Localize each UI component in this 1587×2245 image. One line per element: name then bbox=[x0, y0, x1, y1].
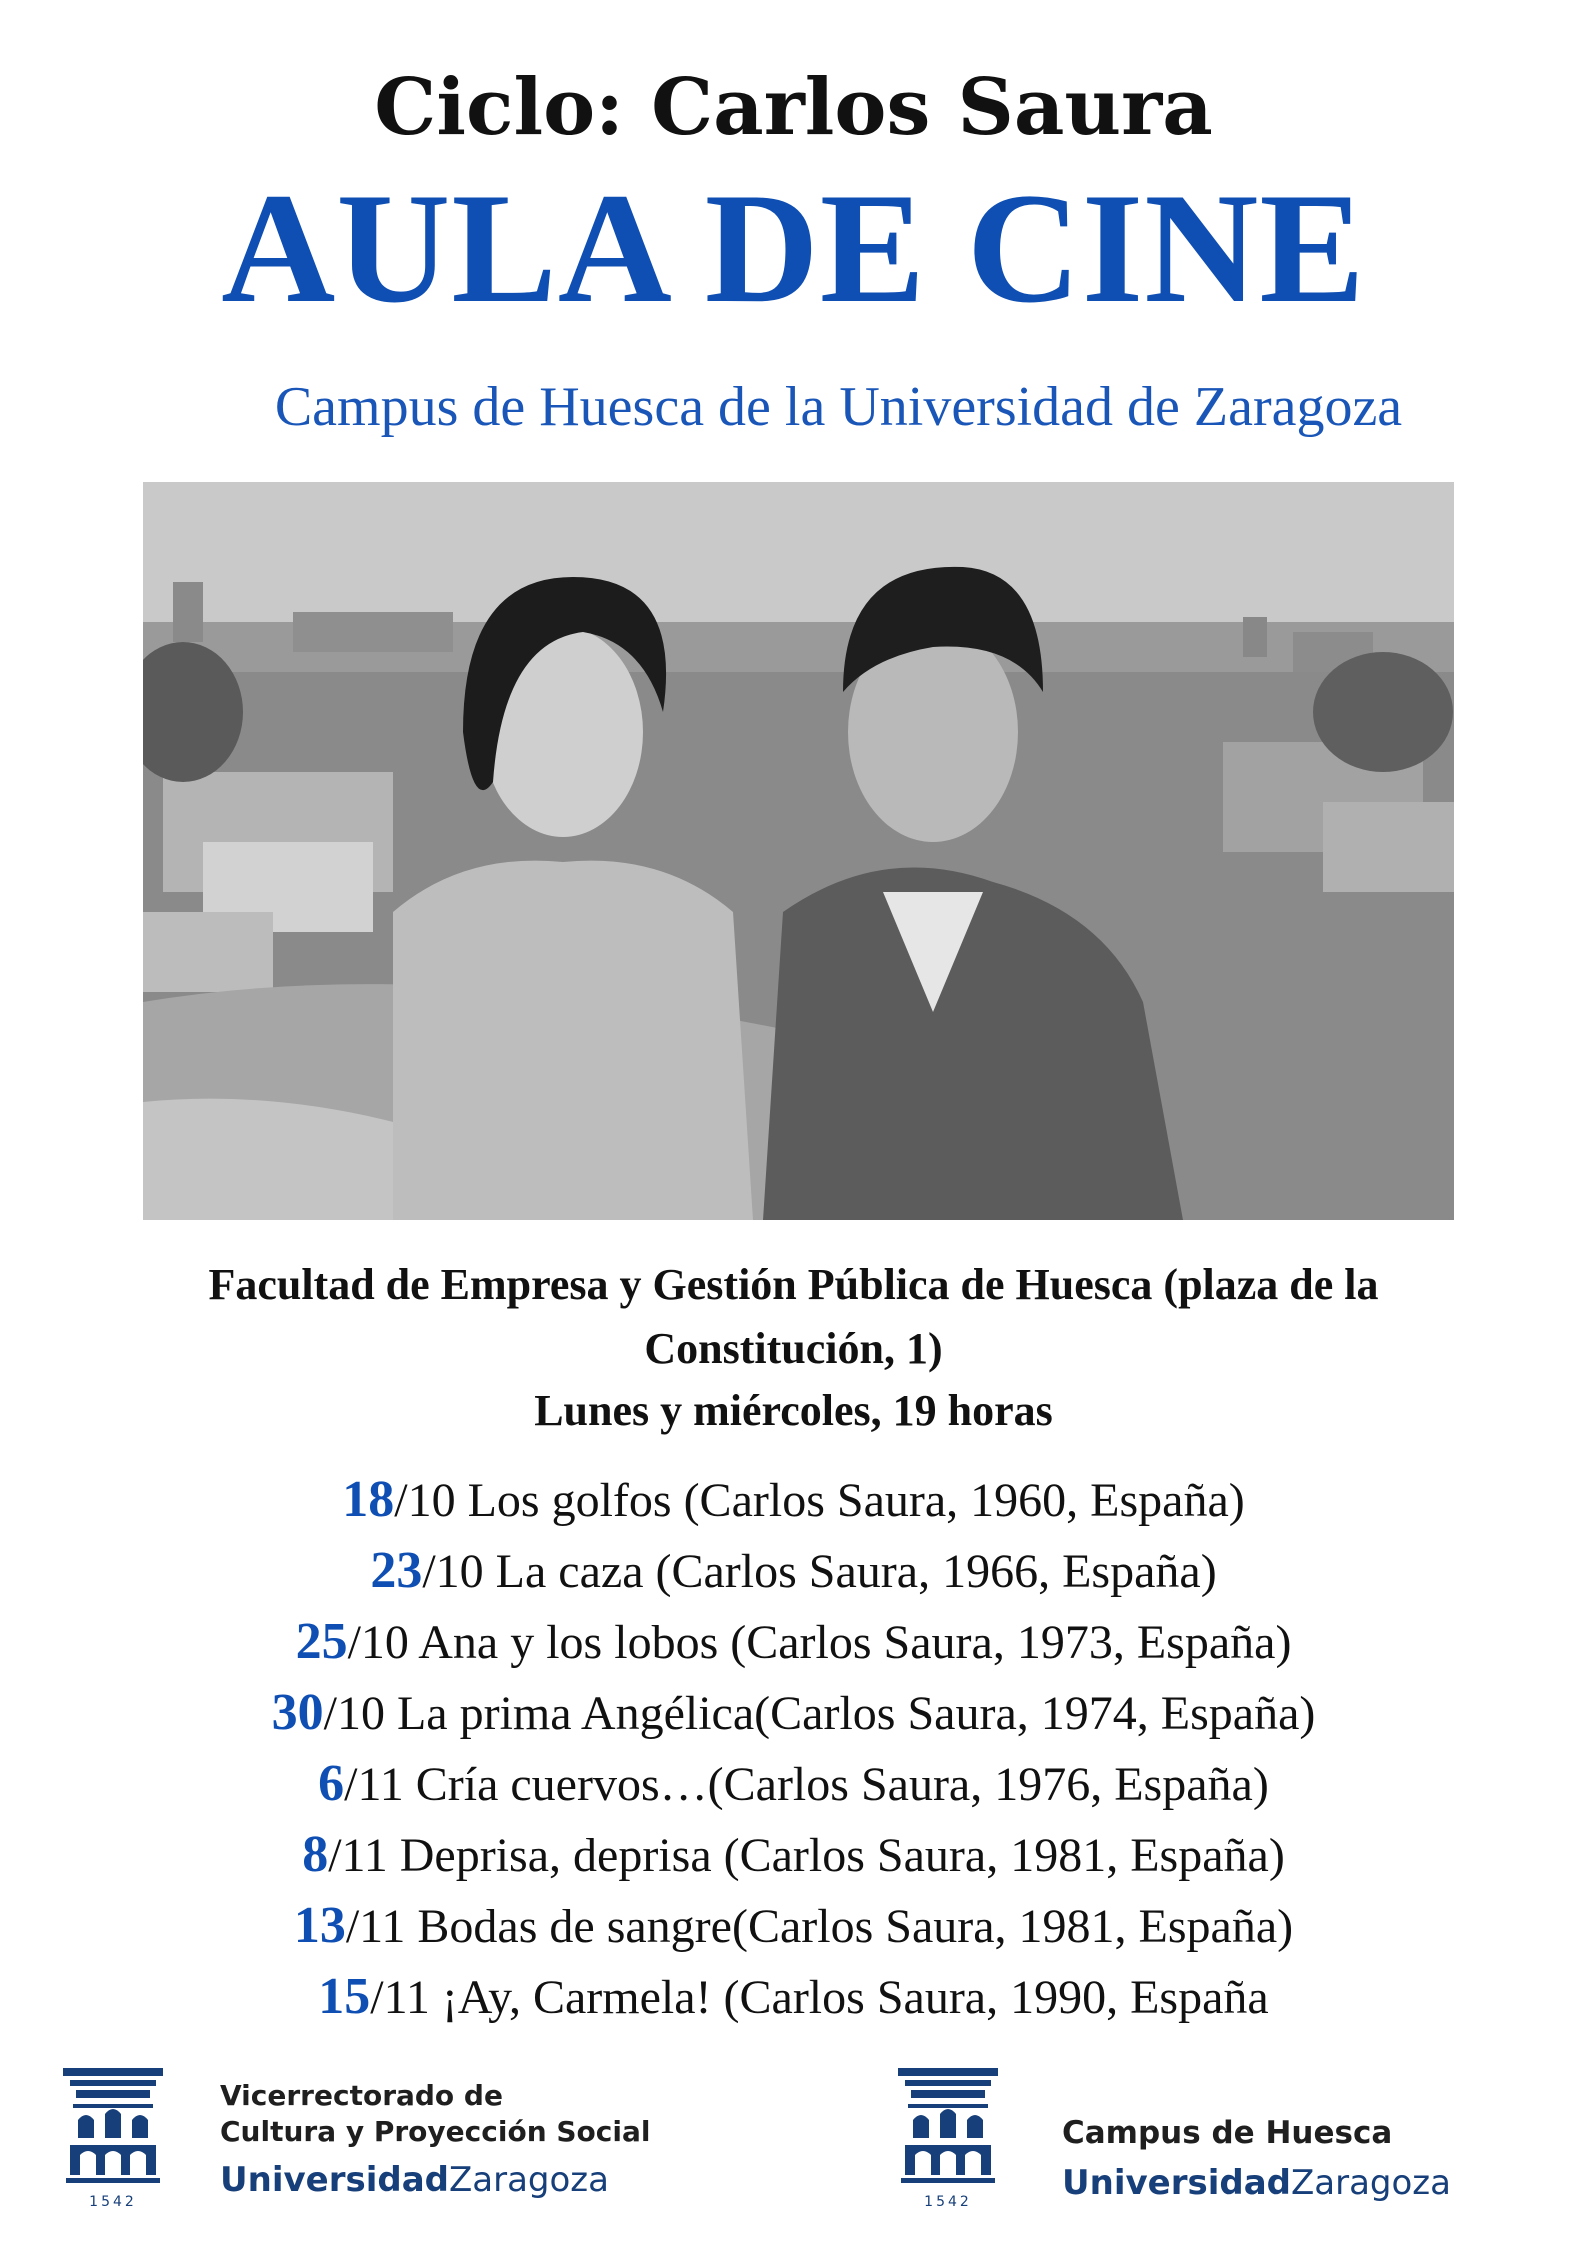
film-info: /10 Los golfos (Carlos Saura, 1960, España) bbox=[394, 1474, 1245, 1527]
film-day: 13 bbox=[293, 1897, 346, 1954]
film-day: 25 bbox=[295, 1613, 348, 1670]
film-info: /10 La prima Angélica(Carlos Saura, 1974, España) bbox=[323, 1687, 1316, 1740]
list-item bbox=[0, 1536, 1587, 1607]
cycle-title: Ciclo: Carlos Saura bbox=[374, 62, 1213, 153]
emblem-year: 1542 bbox=[924, 2194, 972, 2210]
film-day: 23 bbox=[370, 1542, 423, 1599]
film-day: 30 bbox=[271, 1684, 324, 1741]
venue-address bbox=[30, 1253, 1557, 1381]
university-emblem-icon bbox=[58, 2060, 168, 2210]
film-info: /11 Bodas de sangre(Carlos Saura, 1981, España) bbox=[345, 1900, 1294, 1953]
schedule: Lunes y miércoles, 19 horas bbox=[534, 1386, 1053, 1435]
film-info: /10 La caza (Carlos Saura, 1966, España) bbox=[422, 1545, 1217, 1598]
subtitle: Campus de Huesca de la Universidad de Zaragoza bbox=[274, 376, 1403, 438]
university-logo-right bbox=[893, 2060, 1003, 2214]
film-info: /10 Ana y los lobos (Carlos Saura, 1973, España) bbox=[347, 1616, 1292, 1669]
vicerrectorado-label bbox=[220, 2078, 650, 2150]
list-item bbox=[0, 1962, 1587, 2033]
film-list bbox=[0, 1465, 1587, 2033]
film-still-illustration bbox=[143, 482, 1454, 1220]
brand-bold: Universidad bbox=[1062, 2163, 1291, 2203]
brand-bold: Universidad bbox=[220, 2160, 449, 2200]
list-item bbox=[0, 1820, 1587, 1891]
university-emblem-icon bbox=[893, 2060, 1003, 2210]
film-day: 18 bbox=[342, 1471, 395, 1528]
emblem-year: 1542 bbox=[89, 2194, 137, 2210]
brand-light: Zaragoza bbox=[1290, 2163, 1451, 2203]
university-logo-left bbox=[58, 2060, 168, 2214]
logo-left-line-2: Cultura y Proyección Social bbox=[220, 2115, 651, 2148]
list-item bbox=[0, 1607, 1587, 1678]
main-title: AULA DE CINE bbox=[221, 161, 1366, 336]
film-info: /11 ¡Ay, Carmela! (Carlos Saura, 1990, España bbox=[370, 1971, 1269, 2024]
venue-line-2: Constitución, 1) bbox=[644, 1324, 943, 1373]
venue-line-1: Facultad de Empresa y Gestión Pública de Huesca (plaza de la bbox=[208, 1260, 1379, 1309]
film-day: 6 bbox=[318, 1755, 345, 1812]
list-item bbox=[0, 1465, 1587, 1536]
campus-label: Campus de Huesca bbox=[1062, 2115, 1393, 2151]
film-day: 15 bbox=[318, 1968, 371, 2025]
logo-left-line-1: Vicerrectorado de bbox=[220, 2079, 503, 2112]
film-info: /11 Cría cuervos…(Carlos Saura, 1976, España) bbox=[344, 1758, 1269, 1811]
list-item bbox=[0, 1678, 1587, 1749]
film-day: 8 bbox=[302, 1826, 329, 1883]
university-wordmark-right bbox=[1062, 2163, 1451, 2203]
list-item bbox=[0, 1891, 1587, 1962]
list-item bbox=[0, 1749, 1587, 1820]
university-wordmark-left bbox=[220, 2160, 609, 2200]
brand-light: Zaragoza bbox=[448, 2160, 609, 2200]
film-still-photo bbox=[143, 482, 1454, 1220]
film-info: /11 Deprisa, deprisa (Carlos Saura, 1981, España) bbox=[328, 1829, 1285, 1882]
